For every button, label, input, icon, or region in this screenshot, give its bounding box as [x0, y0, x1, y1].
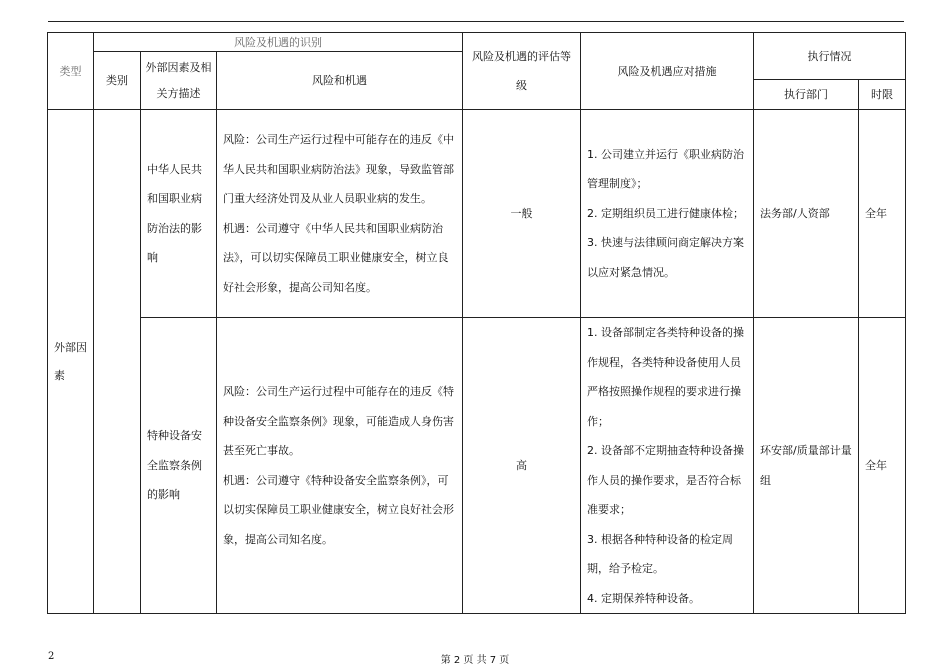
- factor-cell: 中华人民共和国职业病防治法的影响: [141, 110, 217, 318]
- header-type: 类型: [48, 33, 94, 110]
- header-external-factors: 外部因素及相关方描述: [141, 52, 217, 110]
- dept-cell: 法务部/人资部: [754, 110, 859, 318]
- measure-item: 3. 根据各种特种设备的检定周期，给予检定。: [587, 532, 734, 575]
- header-measures: 风险及机遇应对措施: [581, 33, 754, 110]
- deadline-cell: 全年: [859, 318, 906, 614]
- measure-item: 2. 设备部不定期抽查特种设备操作人员的操作要求，是否符合标准要求；: [587, 444, 745, 516]
- page-number: 2: [48, 651, 55, 662]
- risk-opportunity-table: [47, 32, 906, 614]
- header-dept: 执行部门: [754, 80, 859, 110]
- header-deadline: 时限: [859, 80, 906, 110]
- table-row: [48, 318, 906, 614]
- measures-cell: [581, 318, 754, 614]
- level-cell: 高: [463, 318, 581, 614]
- header-assessment-level: 风险及机遇的评估等级: [463, 33, 581, 110]
- header-category: 类别: [94, 52, 141, 110]
- risk-text: 风险：公司生产运行过程中可能存在的违反《中华人民共和国职业病防治法》现象，导致监管部门重大经济处罚及从业人员职业病的发生。: [223, 133, 454, 205]
- header-identification: 风险及机遇的识别: [94, 33, 463, 52]
- level-cell: 一般: [463, 110, 581, 318]
- measure-item: 2. 定期组织员工进行健康体检；: [587, 206, 745, 220]
- measure-item: 3. 快速与法律顾问商定解决方案以应对紧急情况。: [587, 236, 745, 279]
- opportunity-text: 机遇：公司遵守《中华人民共和国职业病防治法》，可以切实保障员工职业健康安全，树立良好社会形象，提高公司知名度。: [223, 221, 449, 294]
- header-rule: [48, 21, 904, 22]
- measures-cell: [581, 110, 754, 318]
- opportunity-text: 机遇：公司遵守《特种设备安全监察条例》，可以切实保障员工职业健康安全，树立良好社会形象，提高公司知名度。: [223, 473, 454, 546]
- measure-item: 4. 定期保养特种设备。: [587, 591, 701, 605]
- category-cell: [94, 110, 141, 614]
- type-cell: 外部因素: [48, 110, 94, 614]
- factor-cell: 特种设备安全监察条例的影响: [141, 318, 217, 614]
- header-risk-opportunity: 风险和机遇: [217, 52, 463, 110]
- deadline-cell: 全年: [859, 110, 906, 318]
- page-info: 第 2 页 共 7 页: [440, 655, 510, 666]
- risk-text: 风险：公司生产运行过程中可能存在的违反《特种设备安全监察条例》现象，可能造成人身伤害甚至死亡事故。: [223, 385, 454, 457]
- table-row: [48, 110, 906, 318]
- measure-item: 1. 公司建立并运行《职业病防治管理制度》；: [587, 147, 745, 191]
- header-execution: 执行情况: [754, 33, 906, 80]
- dept-cell: 环安部/质量部计量组: [754, 318, 859, 614]
- measure-item: 1. 设备部制定各类特种设备的操作规程，各类特种设备使用人员严格按照操作规程的要求进行操作；: [587, 326, 745, 428]
